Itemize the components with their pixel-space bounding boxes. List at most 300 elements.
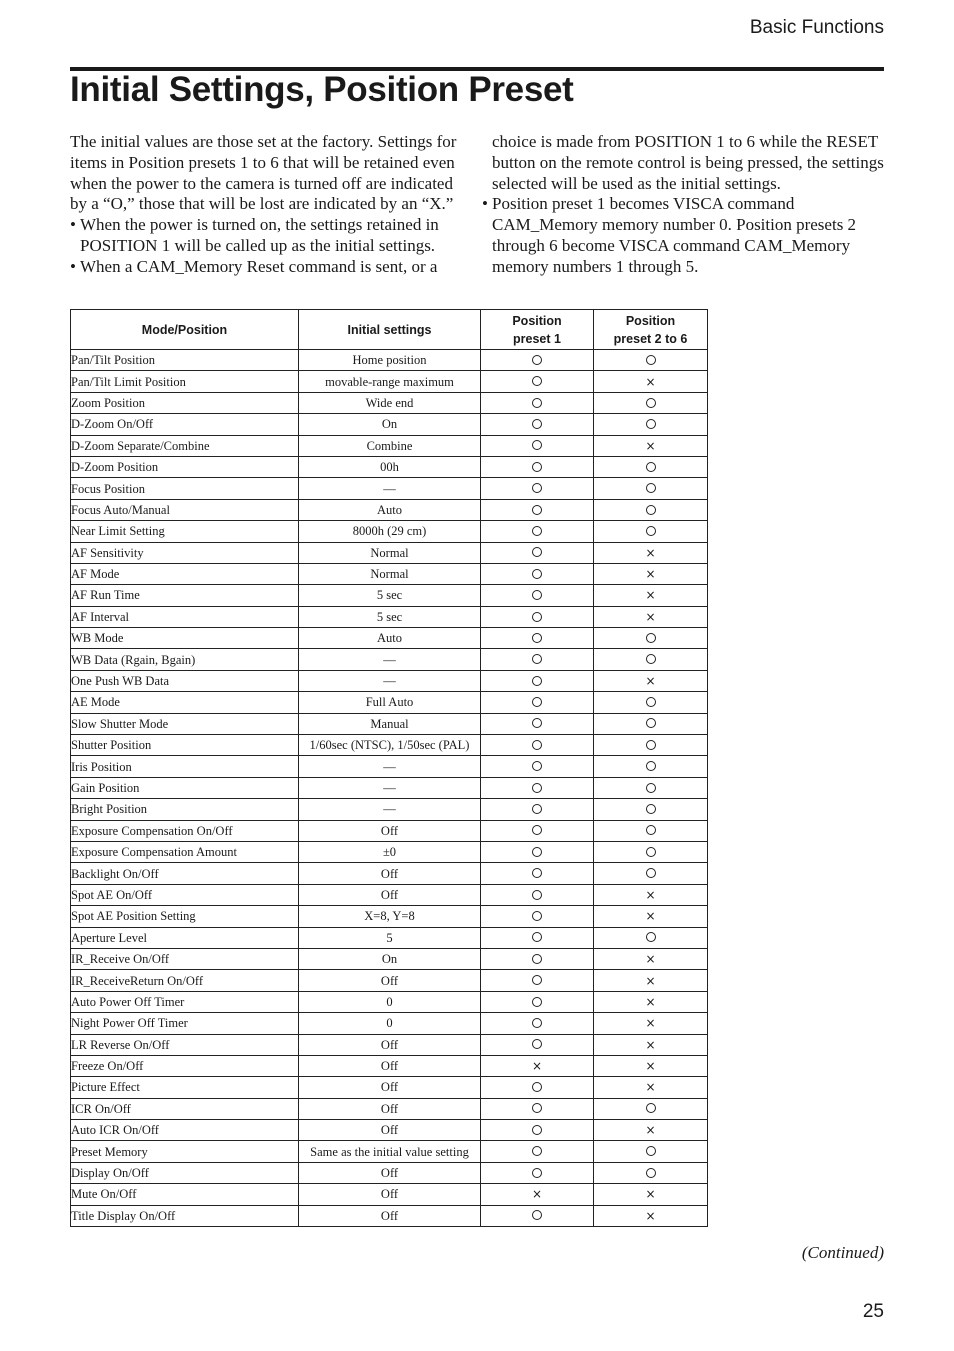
lost-cross-icon: × [531,1059,543,1074]
cell-mode: Spot AE Position Setting [71,906,299,927]
retained-circle-icon [532,1018,542,1028]
table-row [71,799,708,820]
cell-preset-2-6 [594,777,708,798]
table-row [71,456,708,477]
cell-preset-2-6 [594,756,708,777]
lost-cross-icon: × [645,1080,656,1095]
retained-circle-icon [532,783,542,793]
cell-mode: Backlight On/Off [71,863,299,884]
table-row [71,884,708,905]
cell-preset-1 [481,628,594,649]
cell-initial-setting: — [299,777,481,798]
cell-preset-2-6 [594,542,708,563]
retained-circle-icon [646,355,656,365]
cell-mode: ICR On/Off [71,1098,299,1119]
cell-initial-setting: On [299,414,481,435]
cell-initial-setting: 5 sec [299,585,481,606]
table-row [71,970,708,991]
cell-mode: WB Mode [71,628,299,649]
retained-circle-icon [646,804,656,814]
cell-mode: Preset Memory [71,1141,299,1162]
cell-initial-setting: Auto [299,628,481,649]
table-body [71,350,708,1227]
cell-preset-1 [481,1055,594,1076]
intro-paragraph: The initial values are those set at the factory. Settings for items in Position presets 1 to 6 that will be retained even when the power to the camera is turned off are indicated by a “O,” those that will be lost are indicated by an “X.” [70,132,457,214]
cell-preset-1 [481,1141,594,1162]
table-row [71,628,708,649]
retained-circle-icon [532,376,542,386]
cell-initial-setting: — [299,478,481,499]
cell-preset-2-6 [594,948,708,969]
lost-cross-icon: × [645,952,656,967]
cell-preset-2-6 [594,991,708,1012]
table-row [71,927,708,948]
cell-initial-setting: 1/60sec (NTSC), 1/50sec (PAL) [299,735,481,756]
retained-circle-icon [532,740,542,750]
cell-initial-setting: Normal [299,542,481,563]
lost-cross-icon: × [645,1059,656,1074]
retained-circle-icon [646,483,656,493]
bullet-dot: • [70,256,76,276]
retained-circle-icon [646,1103,656,1113]
table-row [71,991,708,1012]
cell-mode: Exposure Compensation Amount [71,841,299,862]
cell-preset-2-6 [594,863,708,884]
section-label: Basic Functions [749,17,884,38]
retained-circle-icon [532,1125,542,1135]
cell-initial-setting: Combine [299,435,481,456]
header-preset-2-6-line2: preset 2 to 6 [613,331,688,346]
retained-circle-icon [532,932,542,942]
cell-preset-2-6 [594,563,708,584]
cell-mode: Bright Position [71,799,299,820]
table-row [71,1013,708,1034]
cell-initial-setting: movable-range maximum [299,371,481,392]
cell-preset-2-6 [594,414,708,435]
cell-preset-1 [481,820,594,841]
cell-mode: IR_Receive On/Off [71,948,299,969]
bullet-text: When a CAM_Memory Reset command is sent, or a [80,256,438,276]
table-row [71,435,708,456]
table-row [71,1162,708,1183]
cell-preset-1 [481,927,594,948]
retained-circle-icon [646,526,656,536]
cell-preset-2-6 [594,1055,708,1076]
cell-preset-1 [481,1077,594,1098]
cell-preset-2-6 [594,906,708,927]
cell-mode: Display On/Off [71,1162,299,1183]
cell-initial-setting: Off [299,1205,481,1226]
cell-mode: IR_ReceiveReturn On/Off [71,970,299,991]
cell-preset-1 [481,606,594,627]
cell-preset-2-6 [594,456,708,477]
cell-preset-2-6 [594,628,708,649]
cell-initial-setting: 0 [299,1013,481,1034]
cell-initial-setting: Off [299,1184,481,1205]
cell-preset-2-6 [594,927,708,948]
header-initial-settings: Initial settings [299,310,481,350]
retained-circle-icon [646,633,656,643]
cell-preset-1 [481,563,594,584]
page-number: 25 [862,1301,884,1322]
cell-preset-1 [481,1184,594,1205]
continued-label: (Continued) [801,1243,884,1262]
lost-cross-icon: × [645,588,656,603]
cell-preset-1 [481,392,594,413]
cell-preset-1 [481,777,594,798]
cell-preset-2-6 [594,670,708,691]
cell-preset-1 [481,906,594,927]
cell-preset-2-6 [594,841,708,862]
cell-mode: Title Display On/Off [71,1205,299,1226]
retained-circle-icon [646,398,656,408]
bullet-dot: • [482,194,488,214]
header-preset-2-6-line1: Position [625,313,676,328]
cell-mode: Night Power Off Timer [71,1013,299,1034]
cell-mode: Pan/Tilt Position [71,350,299,371]
table-row [71,414,708,435]
cell-initial-setting: — [299,649,481,670]
cell-initial-setting: Manual [299,713,481,734]
cell-mode: Near Limit Setting [71,521,299,542]
cell-mode: D-Zoom On/Off [71,414,299,435]
retained-circle-icon [532,825,542,835]
cell-preset-1 [481,1034,594,1055]
lost-cross-icon: × [531,1187,543,1202]
cell-preset-2-6 [594,585,708,606]
retained-circle-icon [532,1146,542,1156]
lost-cross-icon: × [645,973,656,988]
retained-circle-icon [532,911,542,921]
cell-initial-setting: Full Auto [299,692,481,713]
cell-preset-2-6 [594,1013,708,1034]
table-row [71,756,708,777]
table-row [71,1120,708,1141]
cell-initial-setting: On [299,948,481,969]
cell-preset-1 [481,756,594,777]
retained-circle-icon [532,590,542,600]
retained-circle-icon [532,697,542,707]
cell-preset-1 [481,1013,594,1034]
cell-preset-1 [481,670,594,691]
lost-cross-icon: × [645,1208,656,1223]
cell-initial-setting: Normal [299,563,481,584]
cell-mode: Focus Position [71,478,299,499]
table-row [71,1141,708,1162]
retained-circle-icon [646,505,656,515]
cell-initial-setting: Off [299,1055,481,1076]
table-row [71,1098,708,1119]
cell-initial-setting: Off [299,1120,481,1141]
cell-preset-1 [481,884,594,905]
bullet-text: When the power is turned on, the settings retained in POSITION 1 will be called up as the initial settings. [80,215,439,255]
retained-circle-icon [532,847,542,857]
retained-circle-icon [532,1082,542,1092]
retained-circle-icon [532,483,542,493]
cell-mode: Exposure Compensation On/Off [71,820,299,841]
table-row [71,350,708,371]
cell-preset-2-6 [594,371,708,392]
table-row [71,841,708,862]
cell-preset-1 [481,585,594,606]
retained-circle-icon [532,868,542,878]
retained-circle-icon [532,612,542,622]
lost-cross-icon: × [645,1123,656,1138]
cell-mode: Freeze On/Off [71,1055,299,1076]
cell-mode: WB Data (Rgain, Bgain) [71,649,299,670]
cell-preset-1 [481,863,594,884]
cell-mode: Aperture Level [71,927,299,948]
cell-preset-2-6 [594,392,708,413]
cell-preset-2-6 [594,1098,708,1119]
cell-initial-setting: — [299,756,481,777]
retained-circle-icon [646,697,656,707]
lost-cross-icon: × [645,994,656,1009]
cell-preset-1 [481,435,594,456]
table-row [71,649,708,670]
retained-circle-icon [646,1146,656,1156]
cell-preset-2-6 [594,884,708,905]
table-row [71,585,708,606]
cell-initial-setting: 00h [299,456,481,477]
table-row [71,1205,708,1226]
cell-preset-1 [481,970,594,991]
cell-preset-1 [481,841,594,862]
lost-cross-icon: × [645,887,656,902]
cell-preset-2-6 [594,1120,708,1141]
retained-circle-icon [532,1168,542,1178]
cell-preset-2-6 [594,521,708,542]
cell-preset-1 [481,371,594,392]
cell-mode: D-Zoom Separate/Combine [71,435,299,456]
cell-initial-setting: Off [299,820,481,841]
header-preset-1-line1: Position [512,313,562,328]
retained-circle-icon [532,761,542,771]
intro-right-column [482,132,884,278]
retained-circle-icon [532,440,542,450]
cell-preset-1 [481,692,594,713]
cell-preset-2-6 [594,606,708,627]
cell-mode: Shutter Position [71,735,299,756]
cell-initial-setting: Off [299,1077,481,1098]
retained-circle-icon [646,761,656,771]
retained-circle-icon [532,355,542,365]
retained-circle-icon [646,847,656,857]
table-row [71,777,708,798]
table-row [71,542,708,563]
bullet-dot: • [70,215,76,235]
cell-preset-1 [481,649,594,670]
cell-initial-setting: Off [299,1162,481,1183]
retained-circle-icon [646,932,656,942]
cell-mode: Pan/Tilt Limit Position [71,371,299,392]
intro-left-column [70,132,460,278]
retained-circle-icon [646,1168,656,1178]
cell-preset-1 [481,1162,594,1183]
bullet-continuation: choice is made from POSITION 1 to 6 while the RESET button on the remote control is being pressed, the settings selected will be used as the initial settings. [492,132,884,193]
cell-preset-2-6 [594,820,708,841]
table-row [71,713,708,734]
retained-circle-icon [532,398,542,408]
cell-preset-2-6 [594,735,708,756]
retained-circle-icon [532,676,542,686]
lost-cross-icon: × [645,1187,656,1202]
cell-mode: Iris Position [71,756,299,777]
table-row [71,371,708,392]
cell-mode: Auto Power Off Timer [71,991,299,1012]
cell-preset-2-6 [594,970,708,991]
retained-circle-icon [532,1210,542,1220]
table-row [71,1077,708,1098]
retained-circle-icon [646,740,656,750]
bullet-item [70,257,460,278]
cell-preset-2-6 [594,350,708,371]
retained-circle-icon [646,825,656,835]
header-preset-1 [481,310,594,350]
table-row [71,606,708,627]
lost-cross-icon: × [645,674,656,689]
cell-preset-1 [481,799,594,820]
table-row [71,1055,708,1076]
cell-initial-setting: X=8, Y=8 [299,906,481,927]
cell-preset-2-6 [594,478,708,499]
cell-preset-2-6 [594,1141,708,1162]
table-row [71,521,708,542]
cell-preset-1 [481,1098,594,1119]
retained-circle-icon [532,547,542,557]
cell-preset-2-6 [594,713,708,734]
cell-preset-2-6 [594,1077,708,1098]
retained-circle-icon [646,718,656,728]
lost-cross-icon: × [645,909,656,924]
lost-cross-icon: × [645,567,656,582]
retained-circle-icon [532,505,542,515]
retained-circle-icon [532,804,542,814]
cell-mode: Zoom Position [71,392,299,413]
retained-circle-icon [646,419,656,429]
retained-circle-icon [532,975,542,985]
table-row [71,478,708,499]
header-preset-2-6 [594,310,708,350]
retained-circle-icon [646,783,656,793]
table-row [71,735,708,756]
cell-preset-2-6 [594,1162,708,1183]
cell-preset-1 [481,456,594,477]
table-header-row [71,310,708,350]
cell-preset-2-6 [594,435,708,456]
header-preset-1-line2: preset 1 [513,331,561,346]
retained-circle-icon [646,868,656,878]
retained-circle-icon [532,718,542,728]
cell-preset-1 [481,735,594,756]
lost-cross-icon: × [645,609,656,624]
cell-mode: D-Zoom Position [71,456,299,477]
cell-mode: AF Interval [71,606,299,627]
cell-initial-setting: 5 sec [299,606,481,627]
cell-initial-setting: — [299,670,481,691]
cell-mode: AF Run Time [71,585,299,606]
cell-initial-setting: Off [299,1034,481,1055]
table-row [71,1034,708,1055]
table-row [71,906,708,927]
cell-initial-setting: — [299,799,481,820]
bullet-item [482,194,884,277]
cell-initial-setting: Auto [299,499,481,520]
cell-preset-1 [481,1205,594,1226]
lost-cross-icon: × [645,438,656,453]
cell-preset-2-6 [594,649,708,670]
cell-mode: LR Reverse On/Off [71,1034,299,1055]
table-row [71,820,708,841]
retained-circle-icon [532,526,542,536]
header-mode: Mode/Position [71,310,299,350]
cell-mode: Picture Effect [71,1077,299,1098]
cell-preset-1 [481,991,594,1012]
cell-initial-setting: ±0 [299,841,481,862]
table-row [71,863,708,884]
retained-circle-icon [532,462,542,472]
cell-mode: Auto ICR On/Off [71,1120,299,1141]
cell-mode: Focus Auto/Manual [71,499,299,520]
cell-preset-1 [481,521,594,542]
cell-initial-setting: Home position [299,350,481,371]
lost-cross-icon: × [645,545,656,560]
retained-circle-icon [532,954,542,964]
retained-circle-icon [532,633,542,643]
cell-initial-setting: Off [299,1098,481,1119]
cell-initial-setting: Off [299,884,481,905]
lost-cross-icon: × [645,374,656,389]
cell-mode: AF Sensitivity [71,542,299,563]
cell-mode: Mute On/Off [71,1184,299,1205]
table-row [71,948,708,969]
cell-preset-2-6 [594,499,708,520]
table-row [71,499,708,520]
cell-preset-1 [481,948,594,969]
cell-preset-1 [481,713,594,734]
retained-circle-icon [532,419,542,429]
cell-initial-setting: Same as the initial value setting [299,1141,481,1162]
lost-cross-icon: × [645,1016,656,1031]
cell-preset-1 [481,1120,594,1141]
retained-circle-icon [532,890,542,900]
bullet-item [70,215,460,257]
retained-circle-icon [646,654,656,664]
cell-mode: One Push WB Data [71,670,299,691]
lost-cross-icon: × [645,1037,656,1052]
retained-circle-icon [532,997,542,1007]
cell-initial-setting: Wide end [299,392,481,413]
table-row [71,692,708,713]
table-row [71,1184,708,1205]
cell-preset-1 [481,414,594,435]
retained-circle-icon [532,1103,542,1113]
table-row [71,670,708,691]
cell-mode: Gain Position [71,777,299,798]
cell-initial-setting: Off [299,970,481,991]
cell-preset-2-6 [594,799,708,820]
cell-mode: AE Mode [71,692,299,713]
cell-preset-2-6 [594,1205,708,1226]
cell-preset-1 [481,542,594,563]
cell-preset-1 [481,350,594,371]
cell-mode: Spot AE On/Off [71,884,299,905]
page-title: Initial Settings, Position Preset [70,70,574,109]
cell-preset-1 [481,478,594,499]
cell-preset-2-6 [594,692,708,713]
retained-circle-icon [646,462,656,472]
cell-initial-setting: 8000h (29 cm) [299,521,481,542]
